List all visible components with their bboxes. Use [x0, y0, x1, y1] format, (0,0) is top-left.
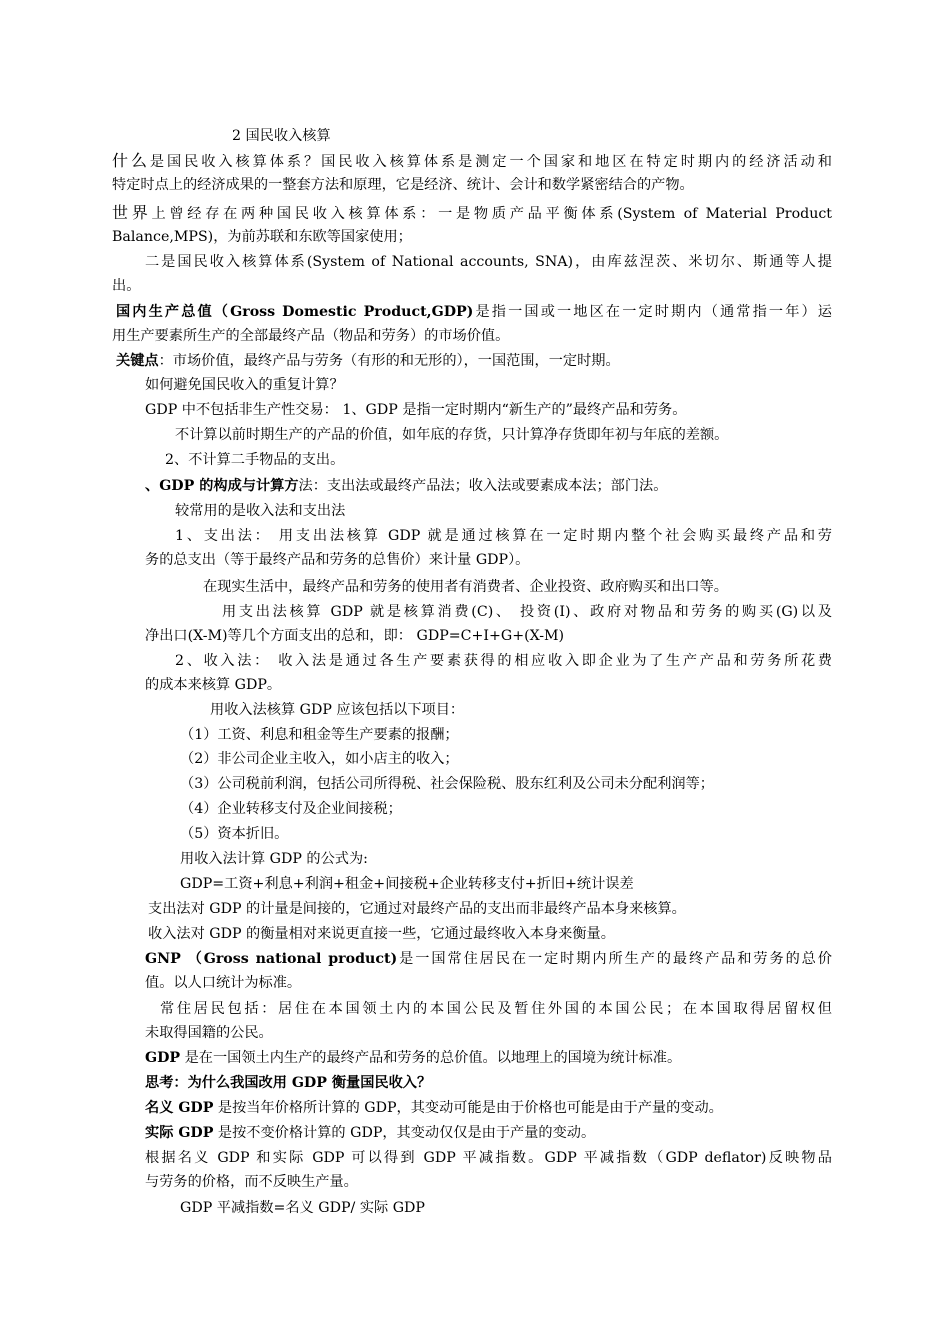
- real-gdp: [145, 1121, 595, 1145]
- paragraph-line: 常住居民包括：居住在本国领土内的本国公民及暂住外国的本国公民；在本国取得居留权但: [160, 1001, 832, 1017]
- term: GNP （Gross national product): [145, 951, 398, 967]
- paragraph-line: 务的总支出（等于最终产品和劳务的总售价）来计量 GDP）。: [145, 552, 530, 568]
- paragraph-line: Balance,MPS)，为前苏联和东欧等国家使用；: [112, 229, 412, 245]
- paragraph-line: 不计算以前时期生产的产品的价值，如年底的存货，只计算净存货即年初与年底的差额。: [175, 427, 729, 443]
- paragraph-line: 用支出法核算 GDP 就是核算消费(C)、 投资(I)、政府对物品和劳务的购买(G)以及: [222, 604, 832, 620]
- composition-heading: [145, 474, 667, 498]
- paragraph-line: 支出法对 GDP 的计量是间接的，它通过对最终产品的支出而非最终产品本身来核算。: [148, 901, 686, 917]
- term: 关键点: [116, 353, 159, 369]
- lead-word: 世界: [112, 203, 152, 222]
- gdp-geography: [145, 1046, 681, 1070]
- gnp-definition: [145, 947, 832, 971]
- paragraph-line: 出。: [112, 278, 141, 294]
- gdp-definition: [116, 300, 832, 324]
- paragraph-line: 2、不计算二手物品的支出。: [165, 452, 345, 468]
- formula: GDP=工资+利息+利润+租金+间接税+企业转移支付+折旧+统计误差: [180, 876, 634, 892]
- paragraph-line: [112, 149, 832, 174]
- list-item: （1）工资、利息和租金等生产要素的报酬；: [180, 727, 459, 743]
- paragraph-line: 净出口(X-M)等几个方面支出的总和，即： GDP=C+I+G+(X-M): [145, 628, 565, 644]
- key-points: [116, 349, 620, 373]
- paragraph-line: [112, 201, 832, 226]
- paragraph-line: 在现实生活中，最终产品和劳务的使用者有消费者、企业投资、政府购买和出口等。: [203, 579, 728, 595]
- text: 是在一国领土内生产的最终产品和劳务的总价值。以地理上的国境为统计标准。: [180, 1050, 682, 1066]
- paragraph-line: GDP 中不包括非生产性交易： 1、GDP 是指一定时期内“新生产的”最终产品和劳务。: [145, 402, 687, 418]
- formula: GDP 平减指数=名义 GDP/ 实际 GDP: [180, 1200, 425, 1216]
- paragraph-line: 用生产要素所生产的全部最终产品（物品和劳务）的市场价值。: [112, 328, 510, 344]
- text: 是一国常住居民在一定时期内所生产的最终产品和劳务的总价: [397, 951, 832, 967]
- paragraph-line: 二是国民收入核算体系(System of National accounts, SNA)，由库兹涅茨、米切尔、斯通等人提: [145, 254, 832, 270]
- paragraph-line: 的成本来核算 GDP。: [145, 677, 282, 693]
- text: 上曾经存在两种国民收入核算体系：一是物质产品平衡体系(System of Material Product: [151, 206, 832, 222]
- text: 是按当年价格所计算的 GDP，其变动可能是由于价格也可能是由于产量的变动。: [213, 1100, 723, 1116]
- paragraph-line: 收入法对 GDP 的衡量相对来说更直接一些，它通过最终收入本身来衡量。: [148, 926, 615, 942]
- paragraph-line: 1、支出法： 用支出法核算 GDP 就是通过核算在一定时期内整个社会购买最终产品和劳: [175, 528, 832, 544]
- think-question: 思考：为什么我国改用 GDP 衡量国民收入？: [145, 1075, 432, 1091]
- paragraph-line: 如何避免国民收入的重复计算？: [145, 377, 344, 393]
- paragraph-line: 特定时点上的经济成果的一整套方法和原理，它是经济、统计、会计和数学紧密结合的产物。: [112, 177, 694, 193]
- term: 国内生产总值（Gross Domestic Product,GDP): [116, 304, 474, 320]
- paragraph-line: 根据名义 GDP 和实际 GDP 可以得到 GDP 平减指数。GDP 平减指数（GDP deflator)反映物品: [145, 1150, 832, 1166]
- term: GDP: [145, 1050, 181, 1066]
- paragraph-line: 较常用的是收入法和支出法: [175, 503, 346, 519]
- term: 、GDP 的构成与计算方: [145, 478, 299, 494]
- paragraph-line: 用收入法核算 GDP 应该包括以下项目：: [210, 702, 465, 718]
- list-item: （3）公司税前利润，包括公司所得税、社会保险税、股东红利及公司未分配利润等；: [180, 776, 714, 792]
- section-title: 2 国民收入核算: [232, 128, 331, 144]
- term: 实际 GDP: [145, 1125, 214, 1141]
- list-item: （5）资本折旧。: [180, 826, 289, 842]
- nominal-gdp: [145, 1096, 723, 1120]
- paragraph-line: 2、收入法： 收入法是通过各生产要素获得的相应收入即企业为了生产产品和劳务所花费: [175, 653, 832, 669]
- list-item: （2）非公司企业主收入，如小店主的收入；: [180, 751, 459, 767]
- text: 是国民收入核算体系？国民收入核算体系是测定一个国家和地区在特定时期内的经济活动和: [149, 154, 832, 170]
- text: 是按不变价格计算的 GDP，其变动仅仅是由于产量的变动。: [213, 1125, 596, 1141]
- text: ：市场价值，最终产品与劳务（有形的和无形的），一国范围，一定时期。: [158, 353, 620, 369]
- paragraph-line: 用收入法计算 GDP 的公式为:: [180, 851, 368, 867]
- paragraph-line: 值。以人口统计为标准。: [145, 975, 302, 991]
- term: 名义 GDP: [145, 1100, 214, 1116]
- paragraph-line: 未取得国籍的公民。: [145, 1025, 273, 1041]
- list-item: （4）企业转移支付及企业间接税；: [180, 801, 402, 817]
- paragraph-line: 与劳务的价格，而不反映生产量。: [145, 1174, 358, 1190]
- text: 法：支出法或最终产品法；收入法或要素成本法；部门法。: [298, 478, 668, 494]
- lead-word: 什么: [112, 151, 150, 170]
- text: 是指一国或一地区在一定时期内（通常指一年）运: [473, 304, 832, 320]
